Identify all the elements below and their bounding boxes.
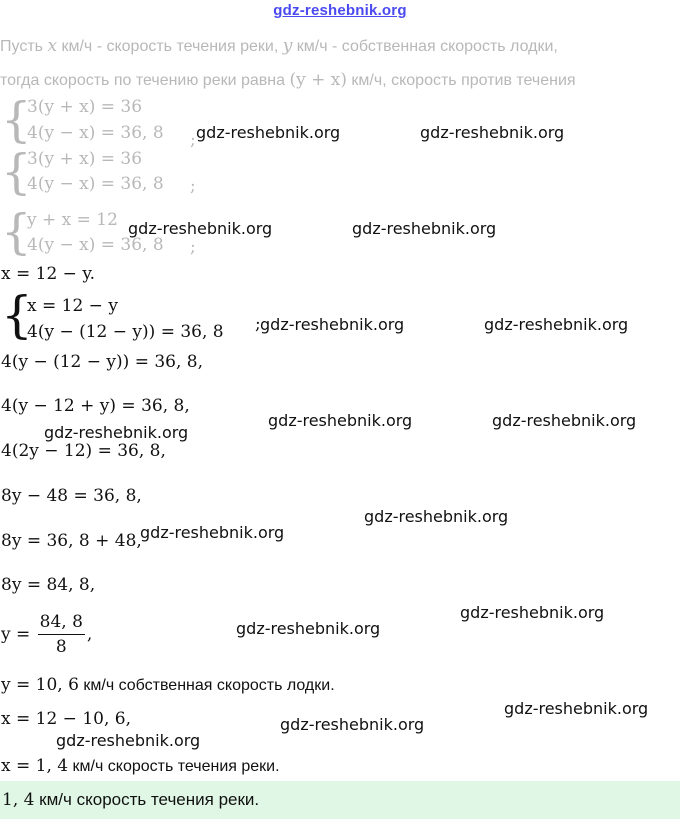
watermark: gdz-reshebnik.org [260, 315, 405, 334]
var-y: y [282, 36, 293, 56]
result-y-math: y = 10, 6 [1, 675, 79, 695]
watermark: gdz-reshebnik.org [420, 123, 565, 142]
watermark: gdz-reshebnik.org [484, 315, 629, 334]
step-line: x = 12 − 10, 6, [1, 709, 131, 729]
watermark: gdz-reshebnik.org [460, 603, 605, 622]
system-brace: { [1, 144, 32, 200]
intro-text: Пусть [0, 38, 48, 55]
fraction-numerator: 84, 8 [38, 612, 85, 635]
system-4-eq-2: 4(y − (12 − y)) = 36, 8 [27, 322, 224, 342]
intro-text: км/ч - скорость течения реки, [57, 38, 283, 55]
watermark: gdz-reshebnik.org [44, 423, 189, 442]
watermark: gdz-reshebnik.org [268, 411, 413, 430]
watermark: gdz-reshebnik.org [364, 507, 509, 526]
step-line: 8y − 48 = 36, 8, [1, 486, 142, 506]
step-result-y [1, 675, 335, 695]
intro-line-1 [0, 36, 558, 56]
system-3-eq-2: 4(y − x) = 36, 8 [27, 235, 164, 255]
system-4-eq-1: x = 12 − y [27, 296, 118, 316]
system-4-tail: ; [255, 314, 261, 334]
step-line: 4(2y − 12) = 36, 8, [1, 441, 166, 461]
watermark: gdz-reshebnik.org [236, 619, 381, 638]
step-line: 4(y − 12 + y) = 36, 8, [1, 396, 190, 416]
step-line: 8y = 36, 8 + 48, [1, 531, 142, 551]
step-fraction-line [1, 612, 92, 657]
system-1-eq-1: 3(y + x) = 36 [27, 97, 143, 117]
answer-text: км/ч скорость течения реки. [34, 790, 260, 809]
result-x-text: км/ч скорость течения реки. [68, 758, 280, 775]
result-x-math: x = 1, 4 [1, 756, 69, 776]
system-brace: { [1, 92, 32, 148]
result-y-text: км/ч собственная скорость лодки. [78, 677, 335, 694]
fraction-lhs: y = [1, 624, 36, 645]
system-brace: { [1, 286, 33, 344]
fraction-denominator: 8 [55, 637, 67, 657]
system-2-eq-1: 3(y + x) = 36 [27, 149, 143, 169]
watermark: gdz-reshebnik.org [492, 411, 637, 430]
intro-text: км/ч, скорость против течения [346, 72, 576, 89]
site-link[interactable]: gdz-reshebnik.org [273, 2, 407, 19]
intro-expression: (y + x) [289, 70, 347, 90]
system-3-eq-1: y + x = 12 [27, 210, 118, 230]
system-2-eq-2: 4(y − x) = 36, 8 [27, 174, 164, 194]
watermark: gdz-reshebnik.org [196, 123, 341, 142]
system-1-tail: ; [190, 130, 196, 150]
watermark: gdz-reshebnik.org [280, 715, 425, 734]
intro-text: тогда скорость по течению реки равна [0, 72, 290, 89]
step-x-expression: x = 12 − y. [1, 264, 96, 284]
answer-line [2, 790, 259, 810]
system-brace: { [1, 204, 32, 260]
watermark: gdz-reshebnik.org [128, 219, 273, 238]
system-1-eq-2: 4(y − x) = 36, 8 [27, 123, 164, 143]
fraction [38, 612, 85, 657]
watermark: gdz-reshebnik.org [140, 523, 285, 542]
step-result-x [1, 756, 280, 776]
system-3-tail: ; [190, 237, 196, 257]
intro-text: км/ч - собственная скорость лодки, [292, 38, 558, 55]
watermark: gdz-reshebnik.org [56, 731, 201, 750]
intro-line-2 [0, 70, 576, 90]
var-x: x [47, 36, 58, 56]
watermark: gdz-reshebnik.org [504, 699, 649, 718]
step-line: 8y = 84, 8, [1, 575, 96, 595]
system-2-tail: ; [190, 176, 196, 196]
step-line: 4(y − (12 − y)) = 36, 8, [1, 352, 203, 372]
fraction-tail: , [86, 624, 93, 645]
answer-math: 1, 4 [2, 790, 35, 810]
watermark: gdz-reshebnik.org [352, 219, 497, 238]
